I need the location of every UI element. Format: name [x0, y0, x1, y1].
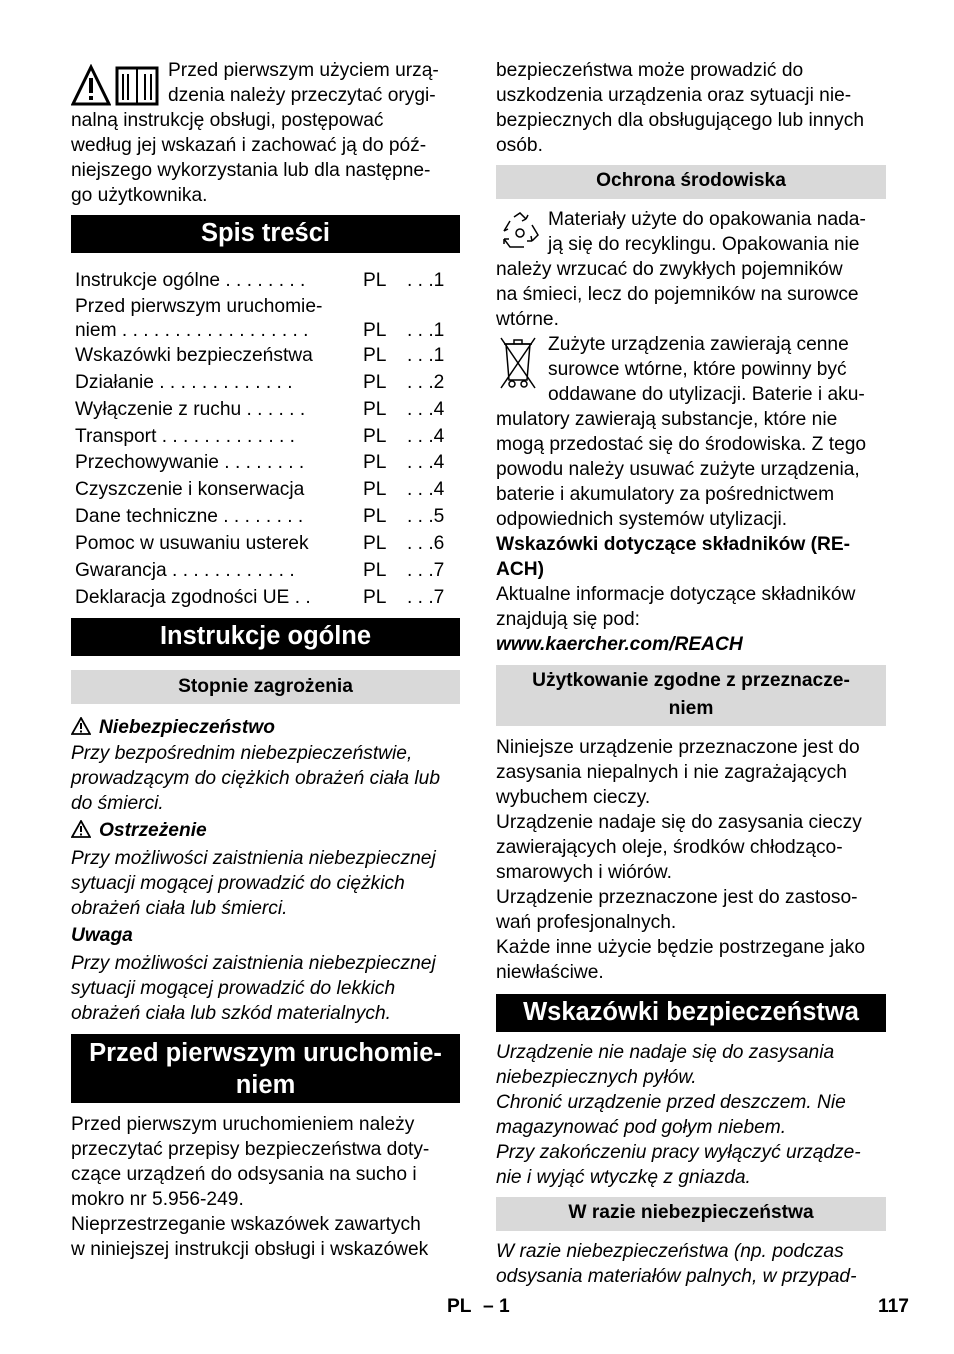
- warning-triangle-icon: [71, 64, 111, 108]
- warning-text: obrażeń ciała lub śmierci.: [71, 897, 288, 919]
- intro-line: Przed pierwszym użyciem urzą-: [168, 60, 439, 81]
- toc-entry[interactable]: Przed pierwszym uruchomie- niem . . . . . . . . . . . . . . . . . . PL . . .1: [75, 295, 445, 341]
- toc-entry[interactable]: Wyłączenie z ruchu . . . . . . PL . . .4: [75, 398, 445, 420]
- reach-title: Wskazówki dotyczące składników (RE-: [496, 534, 851, 555]
- first-use-title: Przed pierwszym uruchomie- niem: [71, 1034, 460, 1103]
- footer-section-page: – 1: [483, 1296, 510, 1317]
- danger-heading: Niebezpieczeństwo: [71, 714, 460, 741]
- manual-book-icon: [115, 66, 159, 106]
- toc-entry[interactable]: Transport . . . . . . . . . . . . . PL . . .4: [75, 425, 445, 447]
- first-use-continued: bezpieczeństwa może prowadzić do uszkodzenia urządzenia oraz sytuacji nie- bezpiecznych dla obsługującego lub innych osób.: [496, 60, 865, 156]
- intro-line: według jej wskazań i zachować ją do póź-: [71, 135, 427, 156]
- safety-text: Urządzenie nie nadaje się do zasysania niebezpiecznych pyłów. Chronić urządzenie przed deszczem. Nie magazynować pod gołym niebem. Przy zakończeniu pracy wyłączyć urządze- nie i wyjąć wtyczkę z gniazda.: [496, 1042, 861, 1188]
- reach-link[interactable]: www.kaercher.com/REACH: [496, 634, 743, 655]
- recycling-block: Materiały użyte do opakowania nada- ją się do recyklingu. Opakowania nie należy wrzucać do zwykłych pojemników na śmieci, lecz do pojemników na surowce wtórne.: [496, 209, 866, 330]
- warning-triangle-icon: [71, 820, 91, 838]
- emergency-title: W razie niebezpieczeństwa: [496, 1197, 886, 1231]
- toc-entry[interactable]: Czyszczenie i konserwacja PL . . .4: [75, 479, 445, 501]
- caution-heading: Uwaga: [71, 924, 133, 946]
- intro-block: [71, 58, 460, 208]
- right-column: [496, 58, 886, 1289]
- recycling-icon: [498, 211, 542, 251]
- hazard-levels-title: Stopnie zagrożenia: [71, 670, 460, 704]
- general-title: Instrukcje ogólne: [71, 618, 460, 656]
- warning-triangle-icon: [71, 717, 91, 735]
- toc-entry[interactable]: Dane techniczne . . . . . . . . PL . . .5: [75, 506, 445, 528]
- page-number: 117: [878, 1296, 909, 1317]
- left-column: [71, 58, 460, 1262]
- reach-title: ACH): [496, 559, 544, 580]
- toc-entry[interactable]: Działanie . . . . . . . . . . . . . PL . . .2: [75, 371, 445, 393]
- table-of-contents: [75, 268, 460, 612]
- environment-title: Ochrona środowiska: [496, 165, 886, 199]
- toc-entry[interactable]: Pomoc w usuwaniu usterek PL . . .6: [75, 533, 445, 555]
- crossed-bin-icon: [498, 334, 538, 392]
- toc-entry[interactable]: Instrukcje ogólne . . . . . . . . PL . . .1: [75, 270, 445, 291]
- weee-block: Zużyte urządzenia zawierają cenne surowce wtórne, które powinny być oddawane do utylizacji. Baterie i aku- mulatory zawierają substancje, które nie mogą przedostać się do środowiska. Z tego powodu należy usuwać zużyte urządzenia, baterie i akumulatory za pośrednictwem odpowiednich systemów utylizacji.: [496, 334, 867, 530]
- warning-heading: Ostrzeżenie: [71, 816, 460, 846]
- toc-title: Spis treści: [71, 215, 460, 253]
- danger-text: do śmierci.: [71, 792, 164, 814]
- reach-block: Wskazówki dotyczące składników (RE- ACH) Aktualne informacje dotyczące składników znajdują się pod: www.kaercher.com/REACH: [496, 532, 886, 657]
- intro-icons: [71, 64, 161, 108]
- intro-line: go użytkownika.: [71, 185, 208, 206]
- caution-text: sytuacji mogącej prowadzić do lekkich: [71, 977, 396, 999]
- toc-entry[interactable]: Wskazówki bezpieczeństwa PL . . .1: [75, 344, 445, 366]
- intended-use-title: Użytkowanie zgodne z przeznacze- niem: [496, 665, 886, 726]
- toc-entry[interactable]: Deklaracja zgodności UE . . PL . . .7: [75, 586, 445, 608]
- intended-use-text: Niniejsze urządzenie przeznaczone jest do zasysania niepalnych i nie zagrażających wybuchem cieczy. Urządzenie nadaje się do zasysania cieczy zawierających oleje, środków chłodząco- smarowych i wiórów. Urządzenie przeznaczone jest do zastoso- wań profesjonalnych. Każde inne użycie będzie postrzegane jako niewłaściwe.: [496, 737, 866, 983]
- toc-entry[interactable]: Przechowywanie . . . . . . . . PL . . .4: [75, 452, 445, 474]
- toc-entry[interactable]: Gwarancja . . . . . . . . . . . . PL . . .7: [75, 560, 445, 582]
- intro-line: niejszego wykorzystania lub dla następne-: [71, 160, 431, 181]
- danger-text: prowadzącym do ciężkich obrażeń ciała lub: [71, 767, 441, 789]
- safety-title: Wskazówki bezpieczeństwa: [496, 994, 886, 1032]
- hazard-levels: [71, 714, 460, 1026]
- warning-text: Przy możliwości zaistnienia niebezpiecznej: [71, 847, 436, 869]
- intro-line: nalną instrukcję obsługi, postępować: [71, 110, 384, 131]
- intro-line: dzenia należy przeczytać orygi-: [168, 85, 436, 106]
- danger-text: Przy bezpośrednim niebezpieczeństwie,: [71, 742, 413, 764]
- footer-language: PL: [447, 1296, 472, 1317]
- caution-text: obrażeń ciała lub szkód materialnych.: [71, 1002, 391, 1024]
- first-use-text: Przed pierwszym uruchomieniem należy przeczytać przepisy bezpieczeństwa doty- czące urządzeń do odsysania na sucho i mokro nr 5.956-249. Nieprzestrzeganie wskazówek zawartych w niniejszej instrukcji obsługi i wskazówek: [71, 1113, 430, 1260]
- caution-text: Przy możliwości zaistnienia niebezpiecznej: [71, 952, 436, 974]
- warning-text: sytuacji mogącej prowadzić do ciężkich: [71, 872, 405, 894]
- emergency-text: W razie niebezpieczeństwa (np. podczas odsysania materiałów palnych, w przypad-: [496, 1241, 857, 1287]
